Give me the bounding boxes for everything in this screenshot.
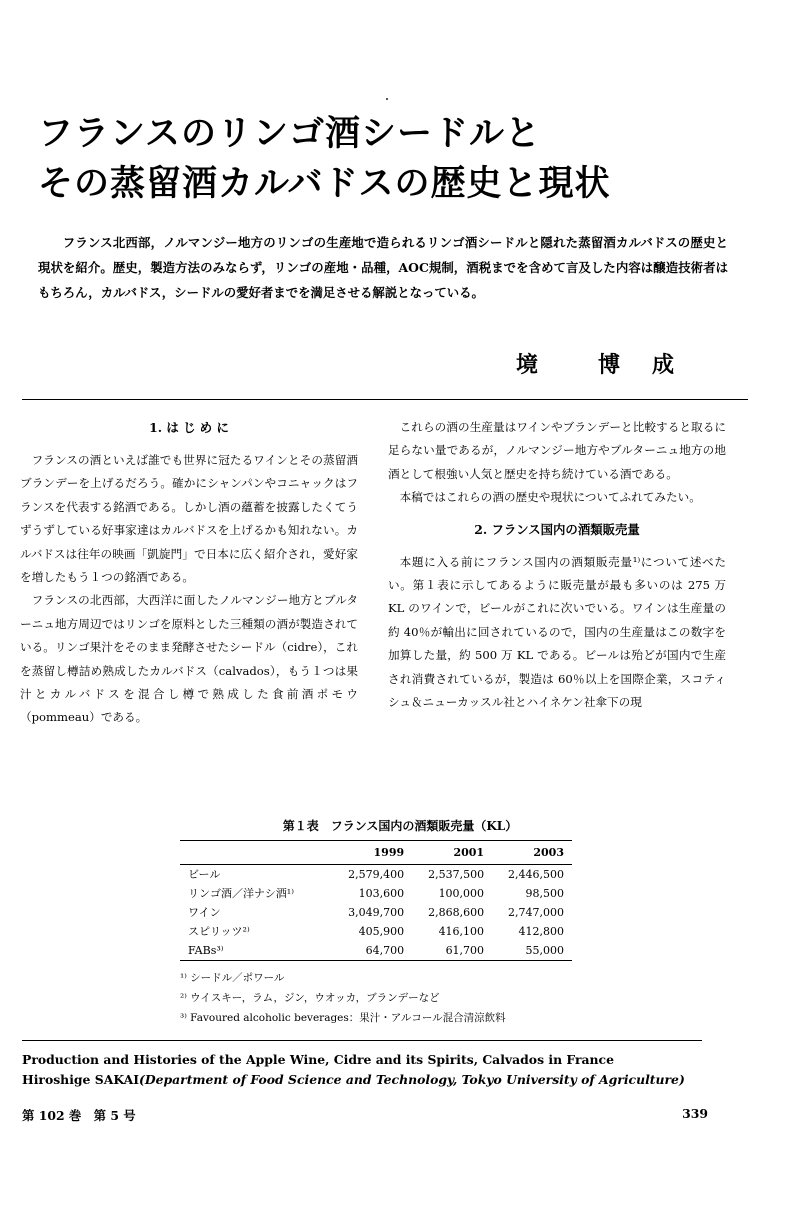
table-cell: ワイン bbox=[188, 906, 221, 919]
stray-dot bbox=[386, 98, 388, 100]
english-author-line bbox=[22, 1070, 685, 1090]
table-cell: 2,446,500 bbox=[508, 868, 564, 881]
bottom-rule bbox=[22, 1040, 702, 1041]
table-cell: 100,000 bbox=[438, 887, 485, 900]
table-note: ³⁾ Favoured alcoholic beverages：果汁・アルコール混合清涼飲料 bbox=[180, 1012, 506, 1024]
author-char-1: 境 bbox=[516, 352, 539, 378]
author-char-2: 博 bbox=[598, 352, 621, 378]
table-row bbox=[180, 865, 572, 885]
table-header-cell: 2001 bbox=[412, 841, 492, 865]
page-number: 339 bbox=[682, 1106, 708, 1121]
title-line-1: フランスのリンゴ酒シードルと bbox=[38, 113, 541, 154]
table-cell: 412,800 bbox=[518, 925, 564, 938]
table-cell: 3,049,700 bbox=[348, 906, 405, 919]
table-cell: ビール bbox=[188, 868, 221, 881]
top-rule bbox=[22, 399, 748, 400]
table-row bbox=[180, 922, 572, 941]
table-header-cell: 1999 bbox=[332, 841, 412, 865]
intro-paragraph-1: これらの酒の生産量はワインやブランデーと比較すると取るに足らない量であるが，ノルマンジー地方やブルターニュ地方の地酒として根強い人気と歴史を持ち続けている酒である。 bbox=[388, 420, 726, 481]
table-row bbox=[180, 884, 572, 903]
table-cell: 2,747,000 bbox=[508, 906, 564, 919]
table-header-row bbox=[180, 841, 572, 865]
table-cell: 55,000 bbox=[525, 944, 564, 957]
table-cell: 416,100 bbox=[438, 925, 485, 938]
table-cell: 405,900 bbox=[358, 925, 405, 938]
left-column bbox=[20, 416, 358, 730]
english-title: Production and Histories of the Apple Wine, Cidre and its Spirits, Calvados in France bbox=[22, 1052, 614, 1067]
section-2-heading: 2. フランス国内の酒類販売量 bbox=[474, 521, 640, 537]
table-header-cell: 2003 bbox=[492, 841, 572, 865]
section-2-paragraph-1: 本題に入る前にフランス国内の酒類販売量¹⁾について述べたい。第１表に示してあるように販売量が最も多いのは 275 万 KL のワインで，ビールがこれに次いでいる。ワインは生産量の約 40％が輸出に回されているので，国内の生産量はこの数字を加算した量，約 500 万 KL である。ビールは殆どが国内で生産され消費されているが，製造は 60％以上を国際企業，スコティシュ＆ニューカッスル社とハイネケン社傘下の現 bbox=[388, 554, 726, 710]
table-header-cell bbox=[180, 841, 332, 865]
table-cell: 61,700 bbox=[445, 944, 485, 957]
intro-paragraph-2: 本稿ではこれらの酒の歴史や現状についてふれてみたい。 bbox=[399, 490, 701, 505]
table-row bbox=[180, 941, 572, 961]
table-cell: 98,500 bbox=[525, 887, 564, 900]
section-1-paragraph-2: フランスの北西部，大西洋に面したノルマンジー地方とブルターニュ地方周辺ではリンゴを原料とした三種類の酒が製造されている。リンゴ果汁をそのまま発酵させたシードル（cidre），これを蒸留し樽詰め熟成したカルバドス（calvados），もう１つは果汁とカルバドスを混合し樽で熟成した食前酒ポモウ（pommeau）である。 bbox=[20, 593, 358, 725]
table-note: ¹⁾ シードル／ポワール bbox=[180, 972, 285, 984]
table-cell: 2,868,600 bbox=[428, 906, 485, 919]
table-row bbox=[180, 903, 572, 922]
table-cell: 2,537,500 bbox=[428, 868, 485, 881]
section-1-heading: 1. は じ め に bbox=[149, 420, 229, 435]
table-caption: 第１表 フランス国内の酒類販売量（KL） bbox=[282, 819, 518, 833]
english-author: Hiroshige SAKAI bbox=[22, 1072, 139, 1087]
english-title-block bbox=[22, 1050, 685, 1090]
section-1-paragraph-1: フランスの酒といえば誰でも世界に冠たるワインとその蒸留酒ブランデーを上げるだろう。確かにシャンパンやコニャックはフランスを代表する銘酒である。しかし酒の蘊蓄を披露したくてうずうずしている好事家達はカルバドスを上げるかも知れない。カルバドスは往年の映画「凱旋門」で日本に広く紹介され，愛好家を増したもう１つの銘酒である。 bbox=[20, 453, 358, 585]
table-cell: 64,700 bbox=[365, 944, 405, 957]
table-notes bbox=[180, 968, 506, 1028]
table-cell: リンゴ酒／洋ナシ酒¹⁾ bbox=[188, 887, 294, 900]
table-cell: スピリッツ²⁾ bbox=[188, 925, 250, 938]
title-line-2: その蒸留酒カルバドスの歴史と現状 bbox=[38, 163, 611, 204]
table-cell: 2,579,400 bbox=[348, 868, 405, 881]
abstract: フランス北西部，ノルマンジー地方のリンゴの生産地で造られるリンゴ酒シードルと隠れた蒸留酒カルバドスの歴史と現状を紹介。歴史，製造方法のみならず，リンゴの産地・品種，AOC規制，酒税までを含めて言及した内容は醸造技術者はもちろん，カルバドス，シードルの愛好者までを満足させる解説となっている。 bbox=[38, 235, 728, 300]
table-cell: FABs³⁾ bbox=[188, 944, 224, 957]
author-char-3: 成 bbox=[652, 352, 675, 378]
right-column bbox=[388, 416, 726, 714]
table-note: ²⁾ ウイスキー，ラム，ジン，ウオッカ，ブランデーなど bbox=[180, 992, 440, 1004]
english-affiliation: (Department of Food Science and Technology, Tokyo University of Agriculture) bbox=[139, 1072, 685, 1087]
sales-table bbox=[180, 840, 572, 961]
table-cell: 103,600 bbox=[358, 887, 405, 900]
volume-info: 第 102 巻 第 5 号 bbox=[22, 1108, 136, 1123]
